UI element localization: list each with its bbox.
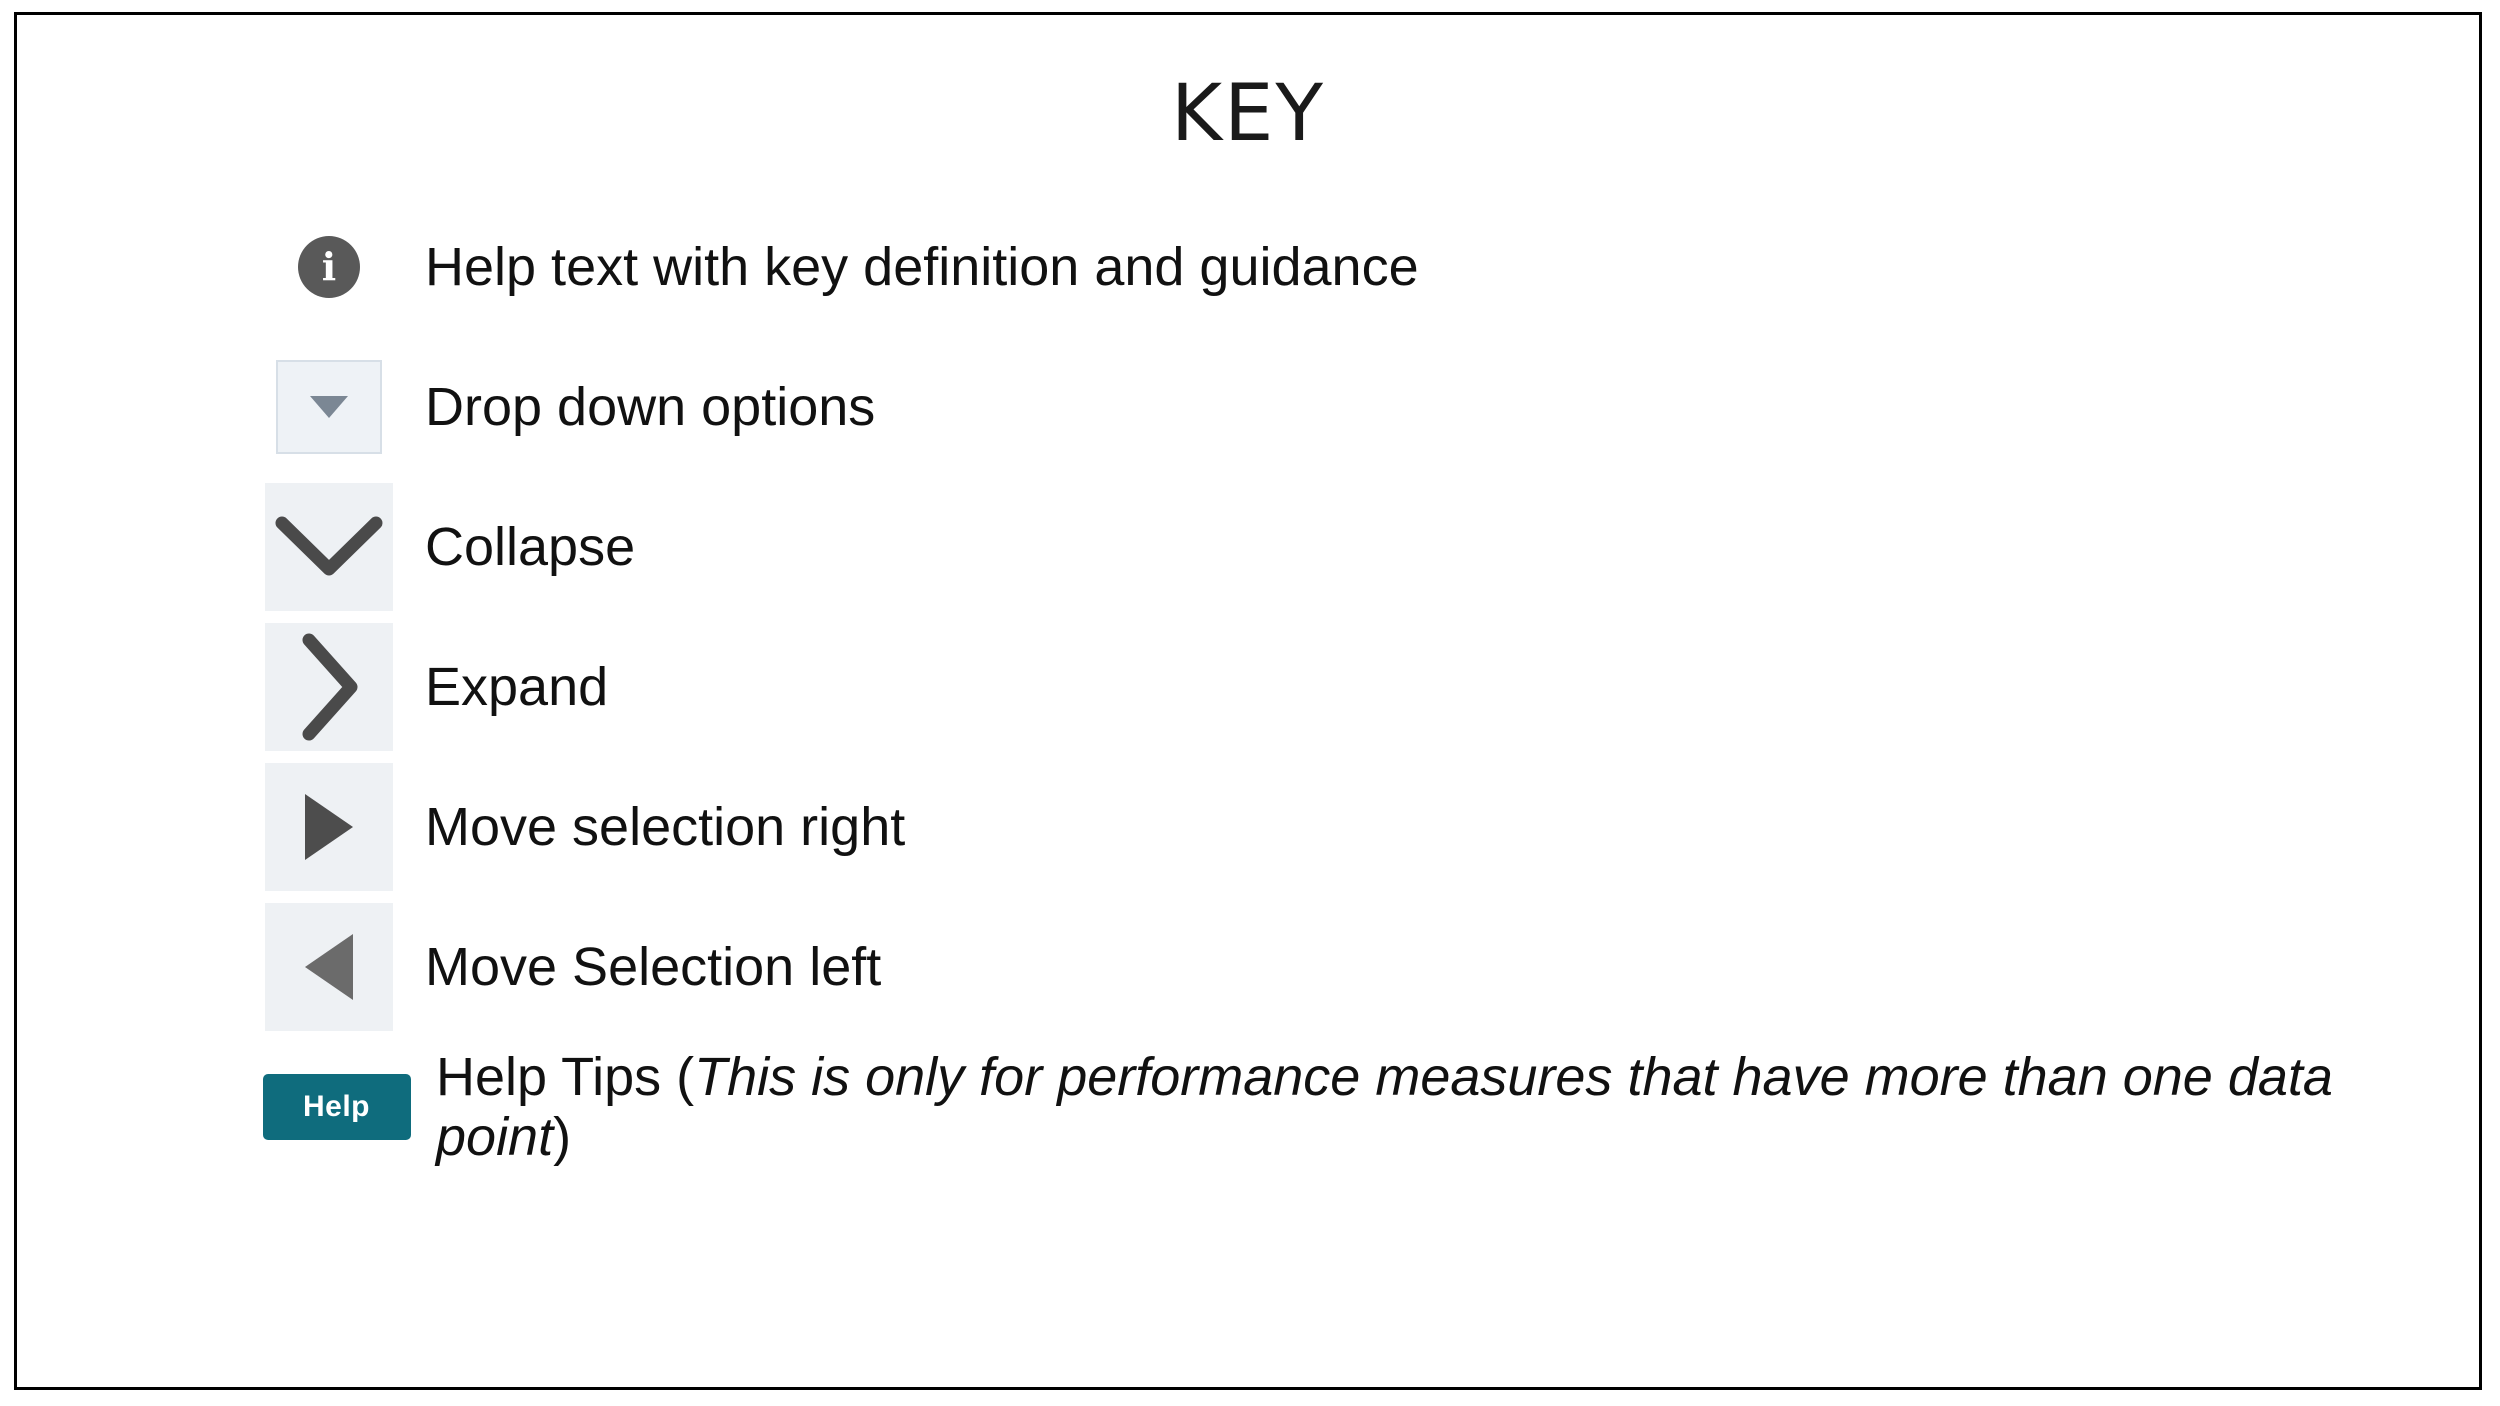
- help-tips-label-italic: This is only for performance measures that have more than one data point: [436, 1046, 2333, 1167]
- chevron-right-icon: [295, 632, 363, 742]
- expand-button[interactable]: [265, 623, 393, 751]
- dropdown-button[interactable]: [276, 360, 382, 454]
- help-tips-button[interactable]: Help: [263, 1074, 411, 1140]
- move-right-button[interactable]: [265, 763, 393, 891]
- collapse-button[interactable]: [265, 483, 393, 611]
- legend-row-dropdown: [249, 337, 2479, 477]
- triangle-right-icon: [305, 794, 353, 860]
- legend-label: Collapse: [425, 516, 636, 577]
- legend-row-move-left: [249, 897, 2479, 1037]
- legend-row-help-tips: [249, 1037, 2479, 1177]
- legend-rows: [17, 197, 2479, 1177]
- legend-label: Move selection right: [425, 796, 906, 857]
- legend-label: Help text with key definition and guidance: [425, 236, 1419, 297]
- legend-label: Drop down options: [425, 376, 876, 437]
- page-title: KEY: [1170, 69, 1326, 159]
- triangle-left-icon: [305, 934, 353, 1000]
- legend-label: Move Selection left: [425, 936, 882, 997]
- legend-icon-cell: [249, 763, 409, 891]
- key-legend-card: [14, 12, 2482, 1390]
- legend-label: Expand: [425, 656, 609, 717]
- legend-icon-cell: [249, 236, 409, 298]
- dropdown-caret-icon: [310, 396, 348, 418]
- legend-row-move-right: [249, 757, 2479, 897]
- legend-label: [424, 1047, 2396, 1168]
- legend-icon-cell: [249, 623, 409, 751]
- legend-row-expand: [249, 617, 2479, 757]
- legend-icon-cell: [249, 903, 409, 1031]
- legend-icon-cell: [249, 483, 409, 611]
- legend-icon-cell: [249, 360, 409, 454]
- legend-row-collapse: [249, 477, 2479, 617]
- info-icon: i: [298, 236, 360, 298]
- chevron-down-icon: [274, 513, 384, 581]
- move-left-button[interactable]: [265, 903, 393, 1031]
- legend-row-help-text: [249, 197, 2479, 337]
- help-tips-label-suffix: ): [553, 1107, 572, 1167]
- legend-icon-cell: [249, 1074, 424, 1140]
- help-tips-label-prefix: Help Tips (: [436, 1046, 695, 1107]
